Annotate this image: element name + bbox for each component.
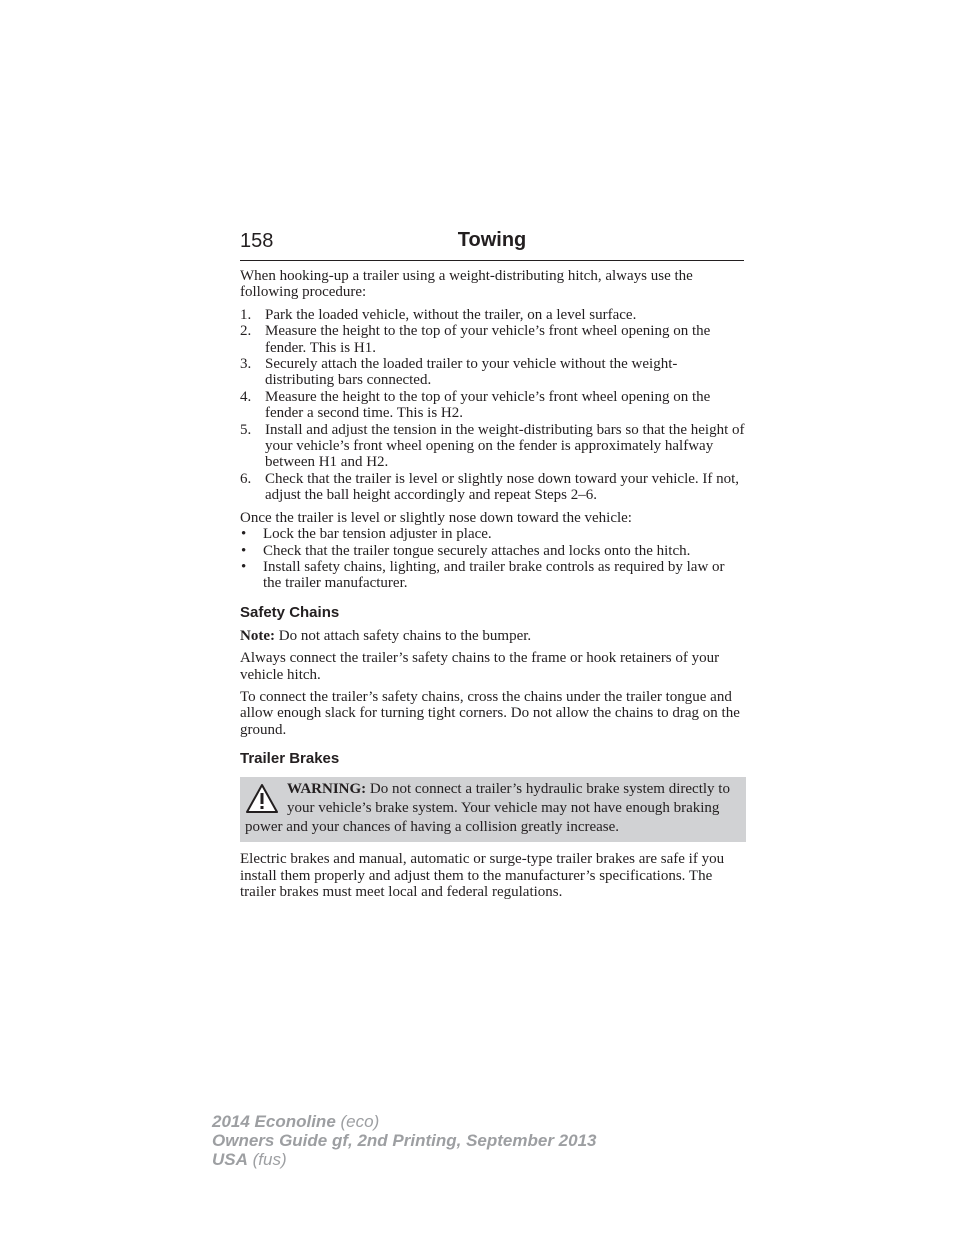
bullet-text: Lock the bar tension adjuster in place. [263,526,492,543]
level-paragraph: Once the trailer is level or slightly nose down toward the vehicle: [240,509,632,526]
procedure-step [240,471,746,504]
note-paragraph [240,628,746,644]
footer-region: USA [212,1150,248,1169]
note-label: Note: [240,627,275,644]
bullet-text: Install safety chains, lighting, and trailer brake controls as required by law or the trailer manufacturer. [263,558,725,592]
step-number: 2. [240,323,252,340]
bullet-item [240,526,746,542]
warning-triangle-icon [245,783,279,815]
procedure-steps [240,307,746,504]
footer-line-1 [212,1112,596,1131]
bullet-mark: • [241,526,247,543]
procedure-step [240,323,746,356]
footer-model: 2014 Econoline [212,1112,336,1131]
trailer-brakes-paragraph: Electric brakes and manual, automatic or surge-type trailer brakes are safe if you install them properly and adjust them to the manufacturer’s specifications. The trailer brakes must meet local and federal regulations. [240,851,725,900]
footer-region-code: (fus) [247,1150,287,1169]
footer-line-2 [212,1131,596,1150]
step-text: Measure the height to the top of your vehicle’s front wheel opening on the fender. This is H1. [265,323,711,356]
safety-chains-paragraph-2: To connect the trailer’s safety chains, cross the chains under the trailer tongue and allow enough slack for turning tight corners. Do not allow the chains to drag on the ground. [240,688,740,738]
page-header [240,228,744,261]
procedure-step [240,307,746,323]
step-number: 6. [240,470,252,487]
section-heading-trailer-brakes: Trailer Brakes [240,750,340,768]
step-text: Securely attach the loaded trailer to your vehicle without the weight-distributing bars connected. [265,356,678,389]
step-text: Install and adjust the tension in the weight-distributing bars so that the height of your vehicle’s front wheel opening on the fender is approximately halfway between H1 and H2. [265,421,745,471]
step-text: Check that the trailer is level or slightly nose down toward your vehicle. If not, adjust the ball height accordingly and repeat Steps 2–6. [265,470,740,504]
safety-chains-paragraph-1: Always connect the trailer’s safety chains to the frame or hook retainers of your vehicle hitch. [240,650,720,683]
bullet-mark: • [241,558,247,575]
footer-model-code: (eco) [335,1112,380,1131]
page-number: 158 [240,230,274,252]
bullet-mark: • [241,542,247,559]
footer-printing: Owners Guide gf, 2nd Printing, September 2013 [212,1131,597,1150]
intro-paragraph: When hooking-up a trailer using a weight-distributing hitch, always use the following procedure: [240,268,693,301]
bullet-list [240,526,746,592]
warning-box [240,777,746,842]
procedure-step [240,356,746,389]
warning-label: WARNING: [287,781,367,798]
section-heading-safety-chains: Safety Chains [240,603,340,621]
step-number: 3. [240,356,252,373]
note-text: Do not attach safety chains to the bumper. [274,627,532,644]
page-footer [212,1112,596,1169]
page-title: Towing [457,229,527,251]
step-number: 5. [240,421,252,438]
page-content [240,268,746,906]
step-number: 4. [240,388,252,405]
procedure-step [240,422,746,471]
step-number: 1. [240,306,252,323]
bullet-item [240,543,746,559]
step-text: Measure the height to the top of your vehicle’s front wheel opening on the fender a second time. This is H2. [265,388,711,422]
bullet-item [240,559,746,592]
bullet-text: Check that the trailer tongue securely attaches and locks onto the hitch. [263,542,691,559]
footer-line-3 [212,1150,596,1169]
step-text: Park the loaded vehicle, without the trailer, on a level surface. [265,306,637,323]
procedure-step [240,389,746,422]
warning-text: Do not connect a trailer’s hydraulic brake system directly to your vehicle’s brake system. Your vehicle may not have enough braking power and your chances of having a collision greatly increase. [245,781,730,836]
